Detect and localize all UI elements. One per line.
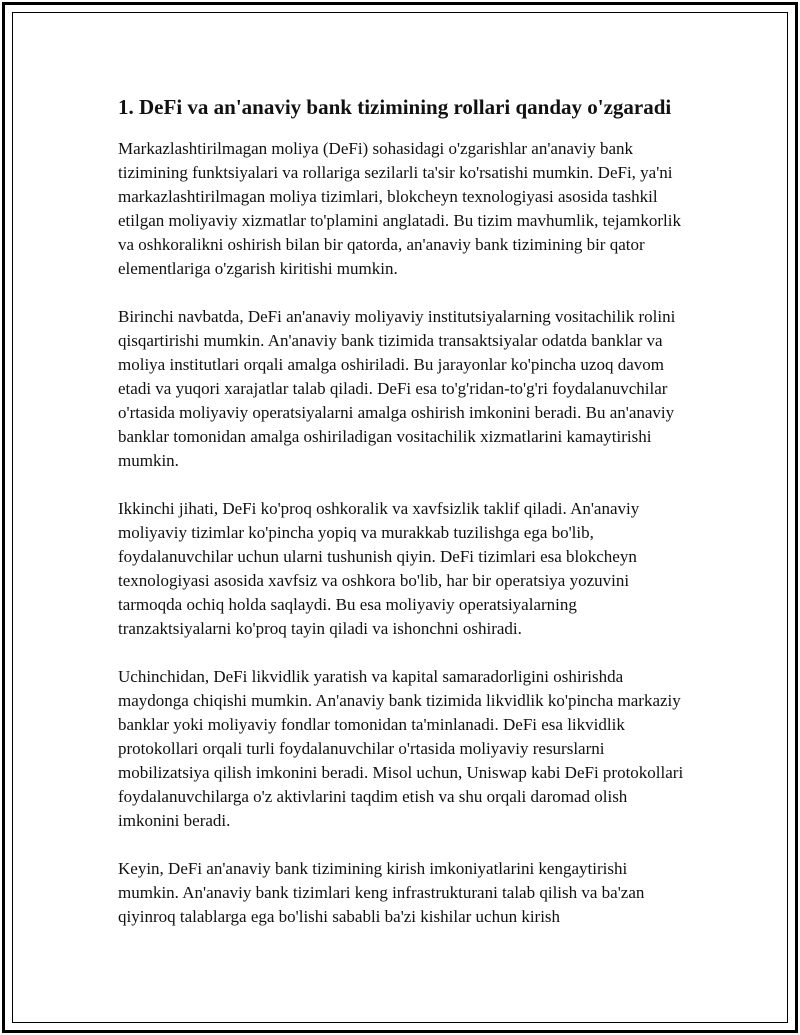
paragraph-next-point: Keyin, DeFi an'anaviy bank tizimining kirish imkoniyatlarini kengaytirishi mumkin. An'anaviy bank tizimlari keng infrastrukturani talab qilish va ba'zan qiyinroq talablarga ega bo'lishi sababli ba'zi kishilar uchun kirish — [118, 859, 645, 926]
paragraph-first-point: Birinchi navbatda, DeFi an'anaviy moliyaviy institutsiyalarning vositachilik rolini qisqartirishi mumkin. An'anaviy bank tizimida transaktsiyalar odatda banklar va moliya institutlari orqali amalga oshiriladi. Bu jarayonlar ko'pincha uzoq davom etadi va yuqori xarajatlar talab qiladi. DeFi esa to'g'ridan-to'g'ri foydalanuvchilar o'rtasida moliyaviy operatsiyalarni amalga oshirish imkonini beradi. Bu an'anaviy banklar tomonidan amalga oshiriladigan vositachilik xizmatlarini kamaytirishi mumkin. — [118, 307, 676, 470]
paragraph-second-point: Ikkinchi jihati, DeFi ko'proq oshkoralik va xavfsizlik taklif qiladi. An'anaviy moliyaviy tizimlar ko'pincha yopiq va murakkab tuzilishga ega bo'lib, foydalanuvchilar uchun ularni tushunish qiyin. DeFi tizimlari esa blokcheyn texnologiyasi asosida xavfsiz va oshkora bo'lib, har bir operatsiya yozuvini tarmoqda ochiq holda saqlaydi. Bu esa moliyaviy operatsiyalarning tranzaktsiyalarni ko'proq tayin qiladi va ishonchni oshiradi. — [118, 499, 640, 638]
section-heading: 1. DeFi va an'anaviy bank tizimining rollari qanday o'zgaradi — [118, 95, 672, 119]
paragraph-third-point: Uchinchidan, DeFi likvidlik yaratish va kapital samaradorligini oshirishda maydonga chiqishi mumkin. An'anaviy bank tizimida likvidlik ko'pincha markaziy banklar yoki moliyaviy fondlar tomonidan ta'minlanadi. DeFi esa likvidlik protokollari orqali turli foydalanuvchilar o'rtasida moliyaviy resurslarni mobilizatsiya qilish imkonini beradi. Misol uchun, Uniswap kabi DeFi protokollari foydalanuvchilarga o'z aktivlarini taqdim etish va shu orqali daromad olish imkonini beradi. — [118, 667, 684, 830]
document-body — [118, 94, 688, 953]
paragraph-intro: Markazlashtirilmagan moliya (DeFi) sohasidagi o'zgarishlar an'anaviy bank tizimining funktsiyalari va rollariga sezilarli ta'sir ko'rsatishi mumkin. DeFi, ya'ni markazlashtirilmagan moliya tizimlari, blokcheyn texnologiyasi asosida tashkil etilgan moliyaviy xizmatlar to'plamini anglatadi. Bu tizim mavhumlik, tejamkorlik va oshkoralikni oshirish bilan bir qatorda, an'anaviy bank tizimining bir qator elementlariga o'zgarish kiritishi mumkin. — [118, 139, 682, 278]
